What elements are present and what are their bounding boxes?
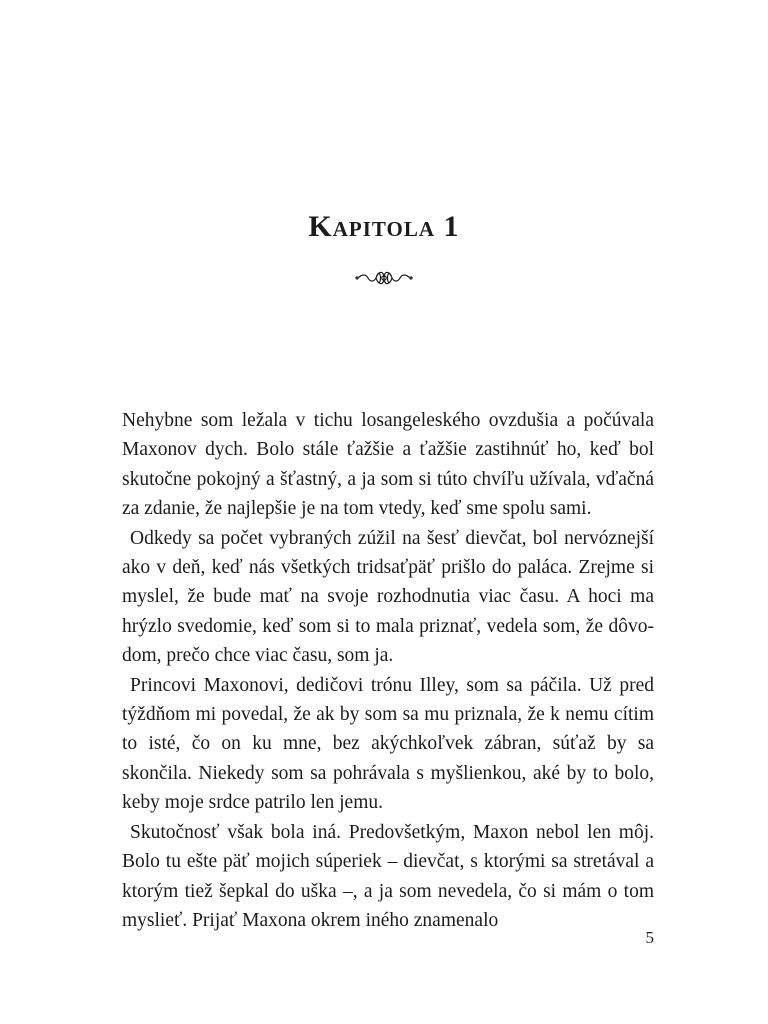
chapter-title: Kapitola 1: [308, 210, 460, 243]
paragraph-1: Nehybne som ležala v tichu losangeleského ovzdušia a počúvala Maxonov dych. Bolo stále ťažšie a ťažšie zastihnúť ho, keď bol skutočne pokojný a šťastný, a ja som si túto chvíľu užívala, vďačná za zdanie, že najlepšie je na tom vtedy, keď sme spolu sami.: [122, 410, 654, 520]
paragraph-4: Skutočnosť však bola iná. Predovšetkým, Maxon nebol len môj. Bolo tu ešte päť mojich súperiek – dievčat, s ktorými sa stretával a ktorým tiež šepkal do uška –, a ja som nevedela, čo si mám o tom myslieť. Prijať Maxona okrem iného znamenalo: [122, 821, 654, 931]
flourish-ornament-icon: [354, 266, 414, 290]
page-number: 5: [645, 928, 654, 947]
chapter-body: [122, 406, 654, 935]
paragraph-2: Odkedy sa počet vybraných zúžil na šesť dievčat, bol nervóznejší ako v deň, keď nás všetkých tridsaťpäť prišlo do paláca. Zrejme si myslel, že bude mať na svoje rozhodnutia viac času. A hoci ma hrýzlo svedomie, keď som si to mala priznať, vedela som, že dôvodom, prečo chce viac času, som ja.: [122, 527, 654, 667]
paragraph-3: Princovi Maxonovi, dedičovi trónu Illey, som sa páčila. Už pred týždňom mi povedal, že ak by som sa mu priznala, že k nemu cítim to isté, čo on ku mne, bez akýchkoľvek zábran, súťaž by sa skončila. Niekedy som sa pohrávala s myšlienkou, aké by to bolo, keby moje srdce patrilo len jemu.: [122, 674, 654, 814]
